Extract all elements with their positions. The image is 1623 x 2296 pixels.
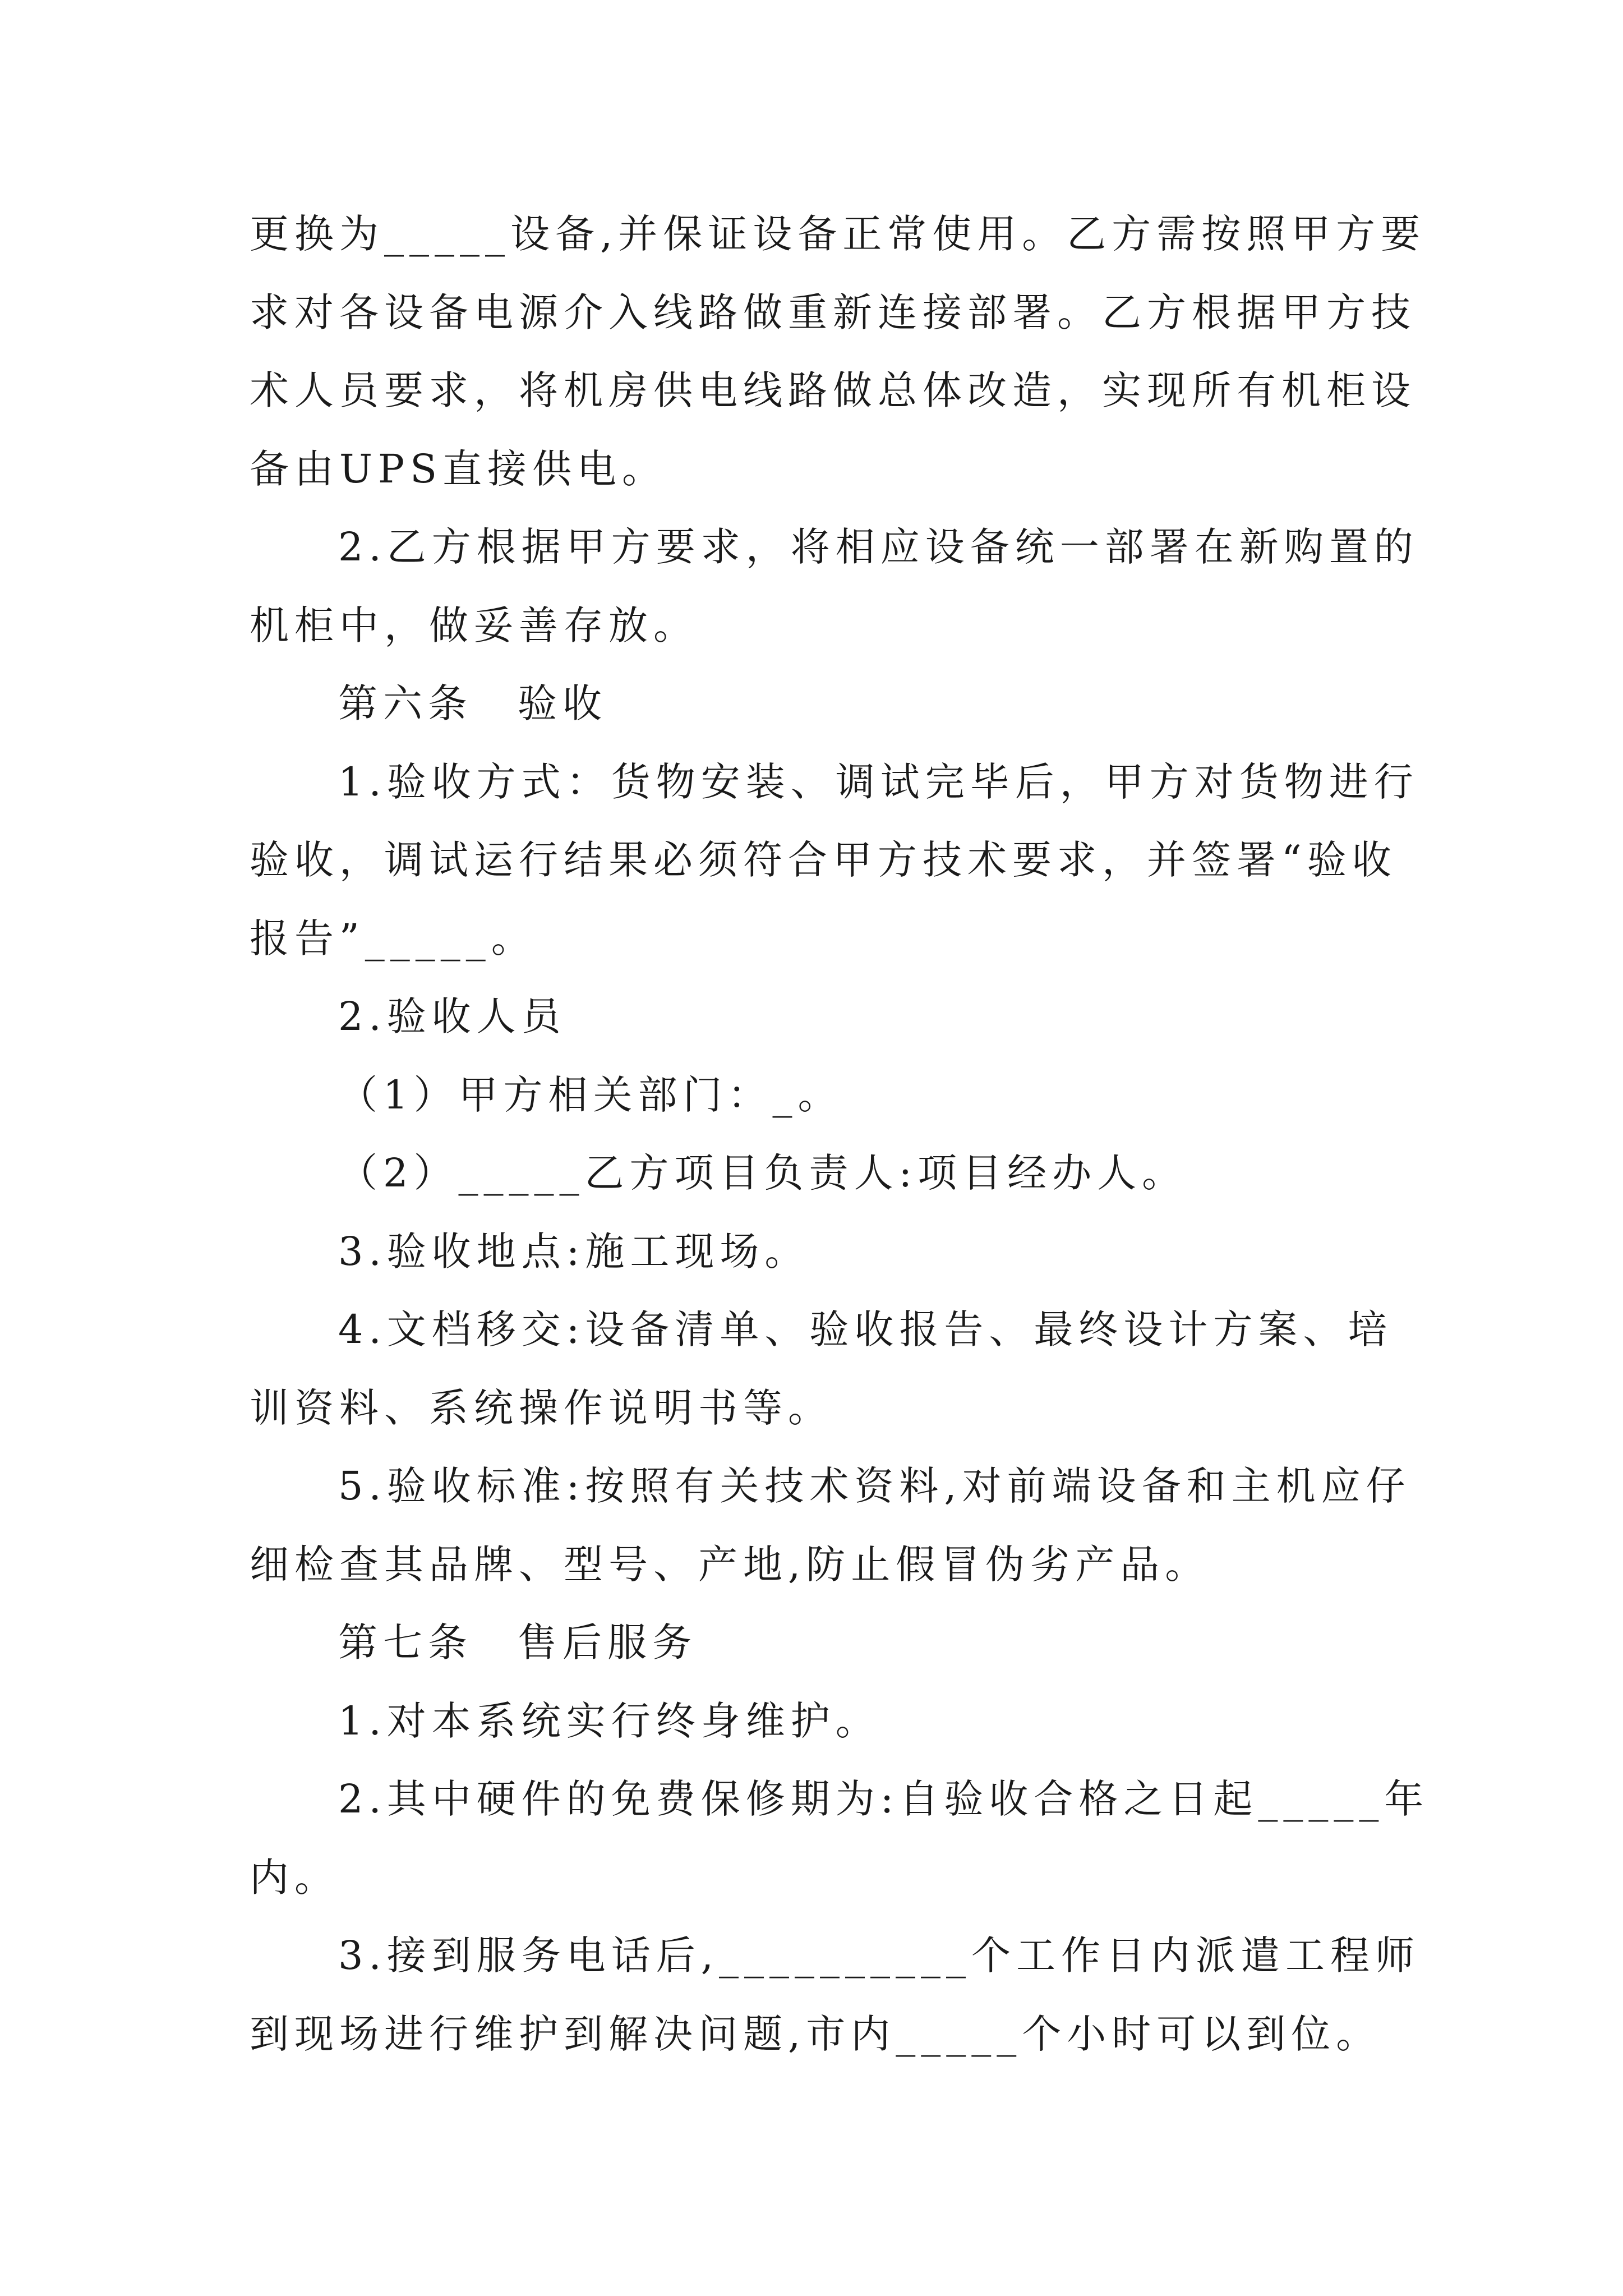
text-line: （1）甲方相关部门：_。: [338, 1071, 843, 1118]
text-line: 1.对本系统实行终身维护。: [338, 1697, 880, 1744]
document-body: [250, 211, 1430, 2092]
text-line: （2）_____乙方项目负责人:项目经办人。: [338, 1150, 1187, 1196]
text-line: 3.验收地点:施工现场。: [338, 1228, 810, 1274]
text-line: 报告”_____。: [250, 915, 536, 961]
text-line: 4.文档移交:设备清单、验收报告、最终设计方案、培: [338, 1306, 1393, 1352]
text-line: 备由UPS直接供电。: [250, 445, 667, 492]
text-line: 内。: [250, 1854, 339, 1901]
text-line: 1.验收方式：货物安装、调试完毕后，甲方对货物进行: [338, 758, 1419, 805]
text-line: 到现场进行维护到解决问题,市内_____个小时可以到位。: [250, 2010, 1381, 2057]
text-line: 2.验收人员: [338, 993, 566, 1039]
text-line: 术人员要求，将机房供电线路做总体改造，实现所有机柜设: [250, 367, 1416, 413]
section-heading: 第七条 售后服务: [338, 1619, 697, 1665]
text-line: 2.乙方根据甲方要求，将相应设备统一部署在新购置的: [338, 524, 1419, 570]
section-heading: 第六条 验收: [338, 680, 607, 726]
text-line: 2.其中硬件的免费保修期为:自验收合格之日起_____年: [338, 1776, 1430, 1822]
text-line: 3.接到服务电话后,__________个工作日内派遣工程师: [338, 1932, 1421, 1978]
text-line: 机柜中，做妥善存放。: [250, 602, 698, 648]
text-line: 求对各设备电源介入线路做重新连接部署。乙方根据甲方技: [250, 289, 1416, 335]
text-line: 更换为_____设备,并保证设备正常使用。乙方需按照甲方要: [250, 211, 1426, 257]
text-line: 5.验收标准:按照有关技术资料,对前端设备和主机应仔: [338, 1463, 1411, 1509]
text-line: 验收，调试运行结果必须符合甲方技术要求，并签署“验收: [250, 837, 1397, 883]
text-line: 训资料、系统操作说明书等。: [250, 1384, 833, 1431]
text-line: 细检查其品牌、型号、产地,防止假冒伪劣产品。: [250, 1541, 1210, 1588]
